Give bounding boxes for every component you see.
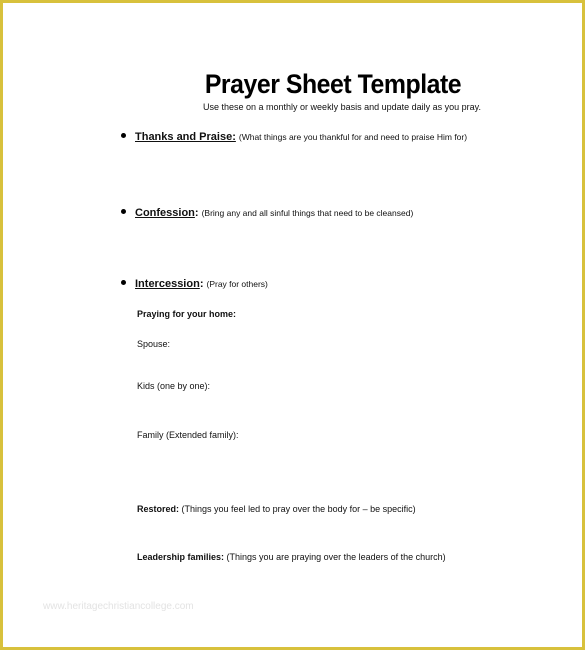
section-label: Intercession [135, 278, 200, 290]
section-note: (Pray for others) [206, 279, 268, 289]
restored-row [137, 504, 416, 514]
section-note: (What things are you thankful for and need to praise Him for) [238, 132, 468, 142]
section-note: (Bring any and all sinful things that need to be cleansed) [201, 208, 414, 218]
family-label: Family (Extended family): [137, 430, 239, 440]
section-confession [121, 207, 413, 219]
section-label: Confession [135, 207, 195, 219]
spouse-label: Spouse: [137, 339, 171, 349]
section-label: Thanks and Praise: [135, 131, 236, 143]
section-thanks-and-praise [121, 131, 467, 143]
kids-label: Kids (one by one): [137, 381, 211, 391]
section-colon: : [199, 278, 204, 290]
bullet-icon [121, 280, 126, 285]
restored-note: (Things you feel led to pray over the body for – be specific) [181, 504, 416, 514]
document-title: Prayer Sheet Template [204, 69, 462, 99]
bullet-icon [121, 209, 126, 214]
watermark: www.heritagechristiancollege.com [43, 601, 194, 612]
section-intercession [121, 278, 268, 290]
document-subtitle: Use these on a monthly or weekly basis and update daily as you pray. [203, 102, 481, 112]
restored-label: Restored: [137, 504, 180, 514]
leadership-note: (Things you are praying over the leaders of the church) [226, 552, 446, 562]
leadership-row [137, 552, 446, 562]
home-heading: Praying for your home: [137, 309, 237, 319]
leadership-label: Leadership families: [137, 552, 225, 562]
section-colon: : [194, 207, 199, 219]
bullet-icon [121, 133, 126, 138]
